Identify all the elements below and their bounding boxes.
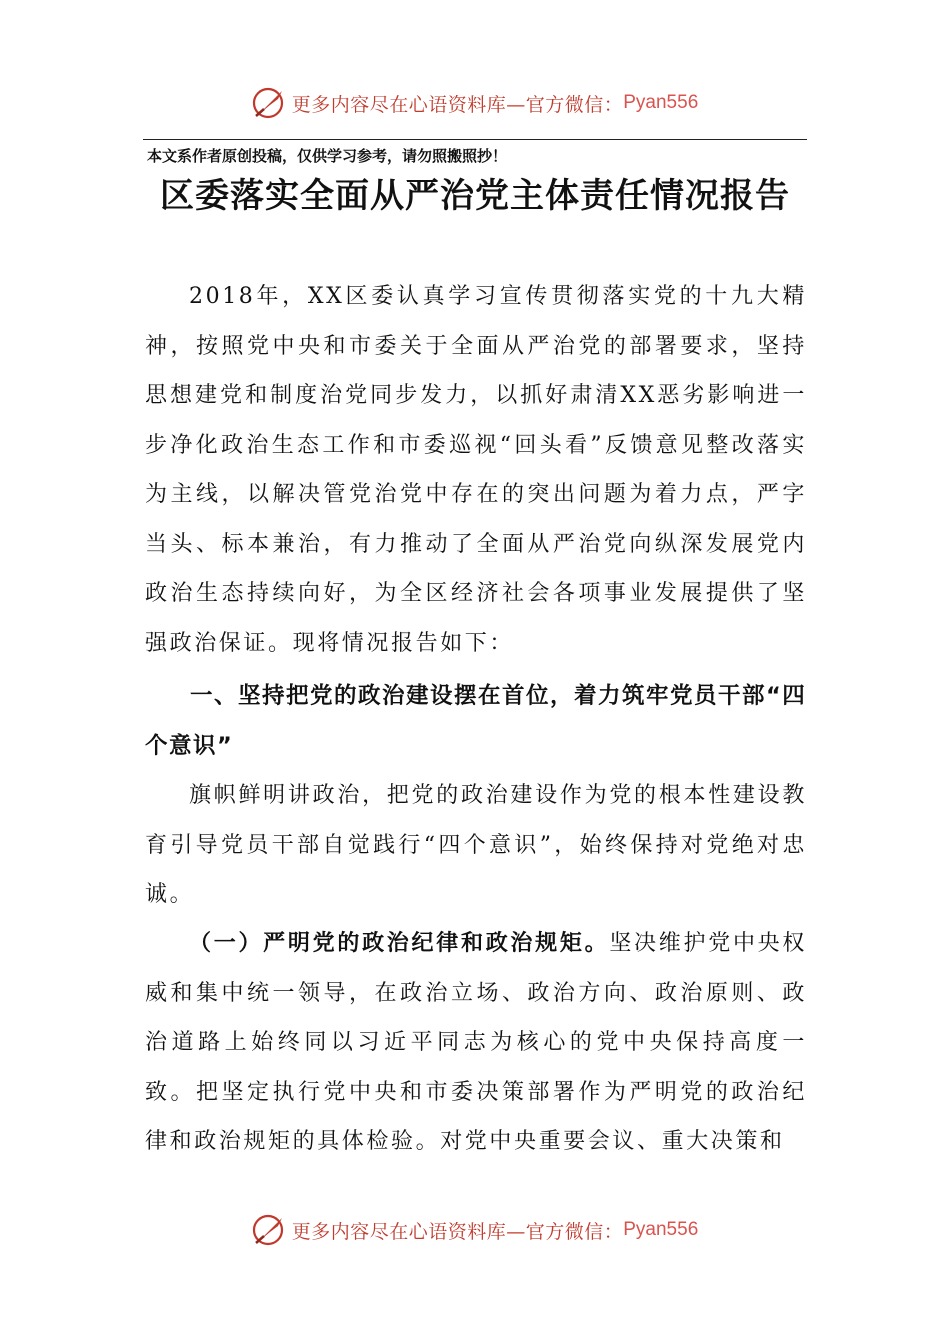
subsection-title: （一）严明党的政治纪律和政治规矩。 xyxy=(189,930,610,956)
section-heading: 一、坚持把党的政治建设摆在首位，着力筑牢党员干部“四个意识” xyxy=(145,683,807,759)
intro-paragraph: 2018年，XX区委认真学习宣传贯彻落实党的十九大精神，按照党中央和市委关于全面从严治党的部署要求，坚持思想建党和制度治党同步发力，以抓好肃清XX恶劣影响进一步净化政治生态工作和市委巡视“回头看”反馈意见整改落实为主线，以解决管党治党中存在的突出问题为着力点，严字当头、标本兼治，有力推动了全面从严治党向纵深发展党内政治生态持续向好，为全区经济社会各项事业发展提供了坚强政治保证。现将情况报告如下： xyxy=(145,284,807,656)
footer-watermark-banner xyxy=(0,1210,950,1250)
banner-text: 更多内容尽在心语资料库—官方微信： xyxy=(291,93,624,116)
banner-wechat-id: Pyan556 xyxy=(623,1219,699,1240)
subsection-paragraph xyxy=(145,919,807,1167)
banner-wechat-id: Pyan556 xyxy=(623,92,699,113)
header-divider xyxy=(143,139,807,140)
banner-text: 更多内容尽在心语资料库—官方微信： xyxy=(291,1220,624,1243)
subsection-body: 坚决维护党中央权威和集中统一领导，在政治立场、政治方向、政治原则、政治道路上始终同以习近平同志为核心的党中央保持高度一致。把坚定执行党中央和市委决策部署作为严明党的政治纪律和政治规矩的具体检验。对党中央重要会议、重大决策和 xyxy=(145,931,807,1154)
header-watermark-banner xyxy=(0,83,950,123)
quill-logo-icon xyxy=(252,1212,288,1248)
copyright-notice: 本文系作者原创投稿，仅供学习参考，请勿照搬照抄！ xyxy=(147,147,508,165)
quill-logo-icon xyxy=(252,85,288,121)
section-body-paragraph: 旗帜鲜明讲政治，把党的政治建设作为党的根本性建设教育引导党员干部自觉践行“四个意识”，始终保持对党绝对忠诚。 xyxy=(145,783,807,907)
document-title: 区委落实全面从严治党主体责任情况报告 xyxy=(160,176,790,216)
